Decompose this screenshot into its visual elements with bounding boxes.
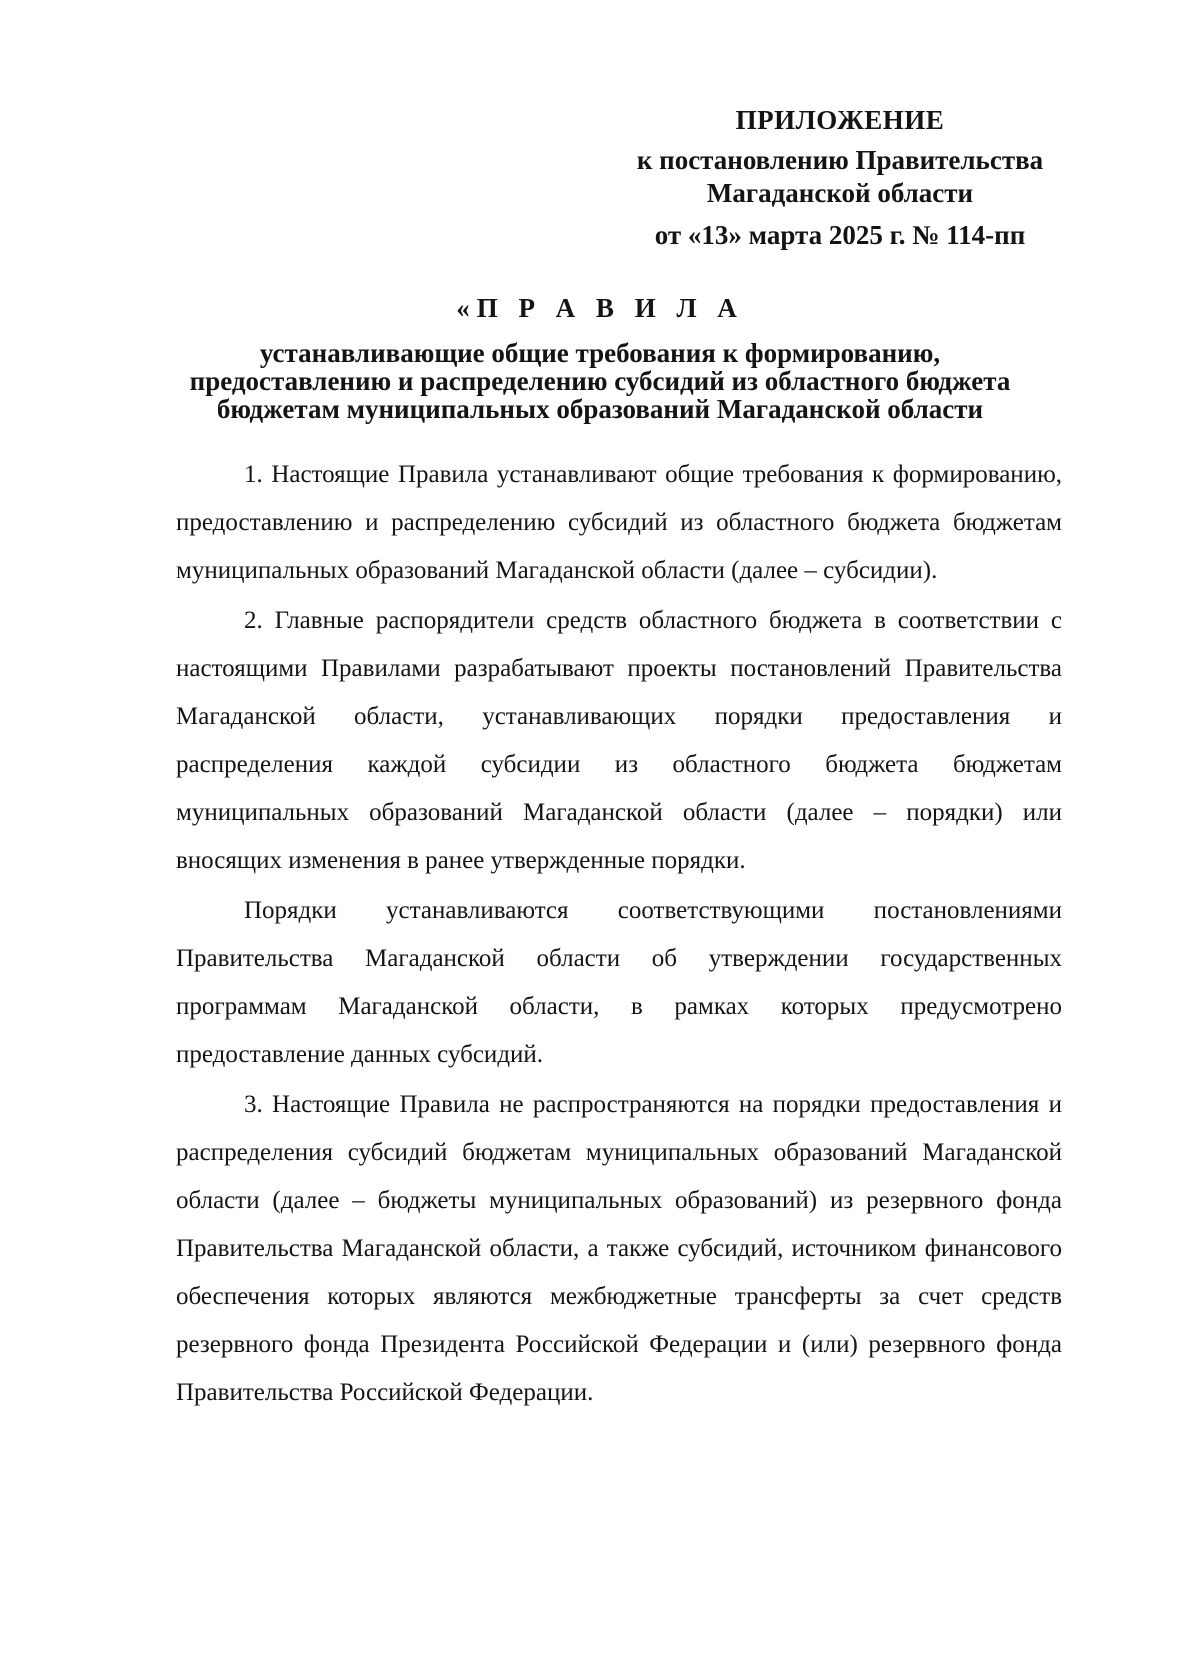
appendix-title: ПРИЛОЖЕНИЕ xyxy=(735,105,945,135)
appendix-date-number: от «13» марта 2025 г. № 114-пп xyxy=(654,220,1026,250)
rules-subtitle-line-2: предоставлению и распределению субсидий из областного бюджета xyxy=(189,366,1011,396)
appendix-block xyxy=(600,104,1080,252)
paragraph-3: 3. Настоящие Правила не распространяются на порядки предоставления и распределения субсидий бюджетам муниципальных образований Магаданской области (далее – бюджеты муниципальных образований) из резервного фонда Правительства Магаданской области, а также субсидий, источником финансового обеспечения которых являются межбюджетные трансферты за счет средств резервного фонда Президента Российской Федерации и (или) резервного фонда Правительства Российской Федерации. xyxy=(176,1091,1062,1406)
paragraph-2-continued: Порядки устанавливаются соответствующими постановлениями Правительства Магаданской области об утверждении государственных программам Магаданской области, в рамках которых предусмотрено предоставление данных субсидий. xyxy=(176,897,1062,1068)
rules-title: «П Р А В И Л А xyxy=(456,293,744,323)
appendix-resolution-line: к постановлению Правительства xyxy=(636,145,1044,175)
paragraph-1: 1. Настоящие Правила устанавливают общие требования к формированию, предоставлению и распределению субсидий из областного бюджета бюджетам муниципальных образований Магаданской области (далее – субсидии). xyxy=(176,461,1062,584)
rules-subtitle-line-3: бюджетам муниципальных образований Магаданской области xyxy=(216,394,984,424)
rules-heading-block xyxy=(160,289,1040,423)
paragraph-2: 2. Главные распорядители средств областного бюджета в соответствии с настоящими Правилами разрабатывают проекты постановлений Правительства Магаданской области, устанавливающих порядки предоставления и распределения каждой субсидии из областного бюджета бюджетам муниципальных образований Магаданской области (далее – порядки) или вносящих изменения в ранее утвержденные порядки. xyxy=(176,607,1062,874)
document-body xyxy=(176,451,1062,1419)
rules-subtitle-line-1: устанавливающие общие требования к формированию, xyxy=(259,338,941,368)
appendix-region-line: Магаданской области xyxy=(706,178,974,208)
